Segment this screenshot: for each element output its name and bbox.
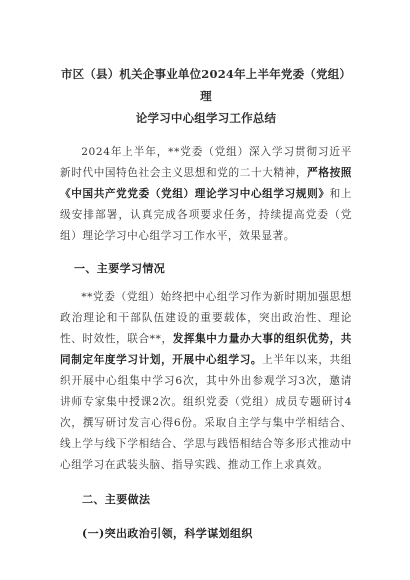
intro-paragraph [60, 142, 352, 247]
intro-text: 2024年上半年，**党委（党组）深入学习贯彻习近平新时代中国特色社会主义思想和党的二十大精神， [60, 146, 352, 179]
study-status-text: **党委（党组）始终把中心组学习作为新时期加强思想政治理论和干部队伍建设的重要载体，突出政治性、理论性、时效性，联合**， [60, 291, 352, 345]
study-status-emphasis: 发挥集中力量办大事的组织优势，共同制定年度学习计划，开展中心组学习。 [60, 333, 352, 366]
study-status-paragraph [60, 287, 352, 476]
intro-tail: 和上级安排部署，认真完成各项要求任务，持续提高党委（党组）理论学习中心组学习工作水平，效果显著。 [60, 188, 352, 242]
title-line-2: 论学习中心组学习工作总结 [135, 111, 277, 125]
study-status-tail: 上半年以来，共组织开展中心组集中学习6次，其中外出参观学习3次，邀请讲师专家集中授课2次。组织党委（党组）成员专题研讨4次，撰写研讨发言心得6份。采取自主学与集中学相结合、线上学与线下学相结合、学思与践悟相结合等多形式推动中心组学习在武装头脑、指导实践、推动工作上求真效。 [60, 354, 352, 471]
section-1-heading: 一、主要学习情况 [74, 262, 166, 275]
section-2-heading: 二、主要做法 [82, 493, 151, 506]
subsection-1-heading: (一)突出政治引领，科学谋划组织 [82, 527, 253, 540]
title-line-1: 市区（县）机关企事业单位2024年上半年党委（党组）理 [60, 67, 352, 103]
intro-emphasis: 严格按照《中国共产党党委（党组）理论学习中心组学习规则》 [60, 167, 352, 200]
document-title [60, 63, 352, 129]
